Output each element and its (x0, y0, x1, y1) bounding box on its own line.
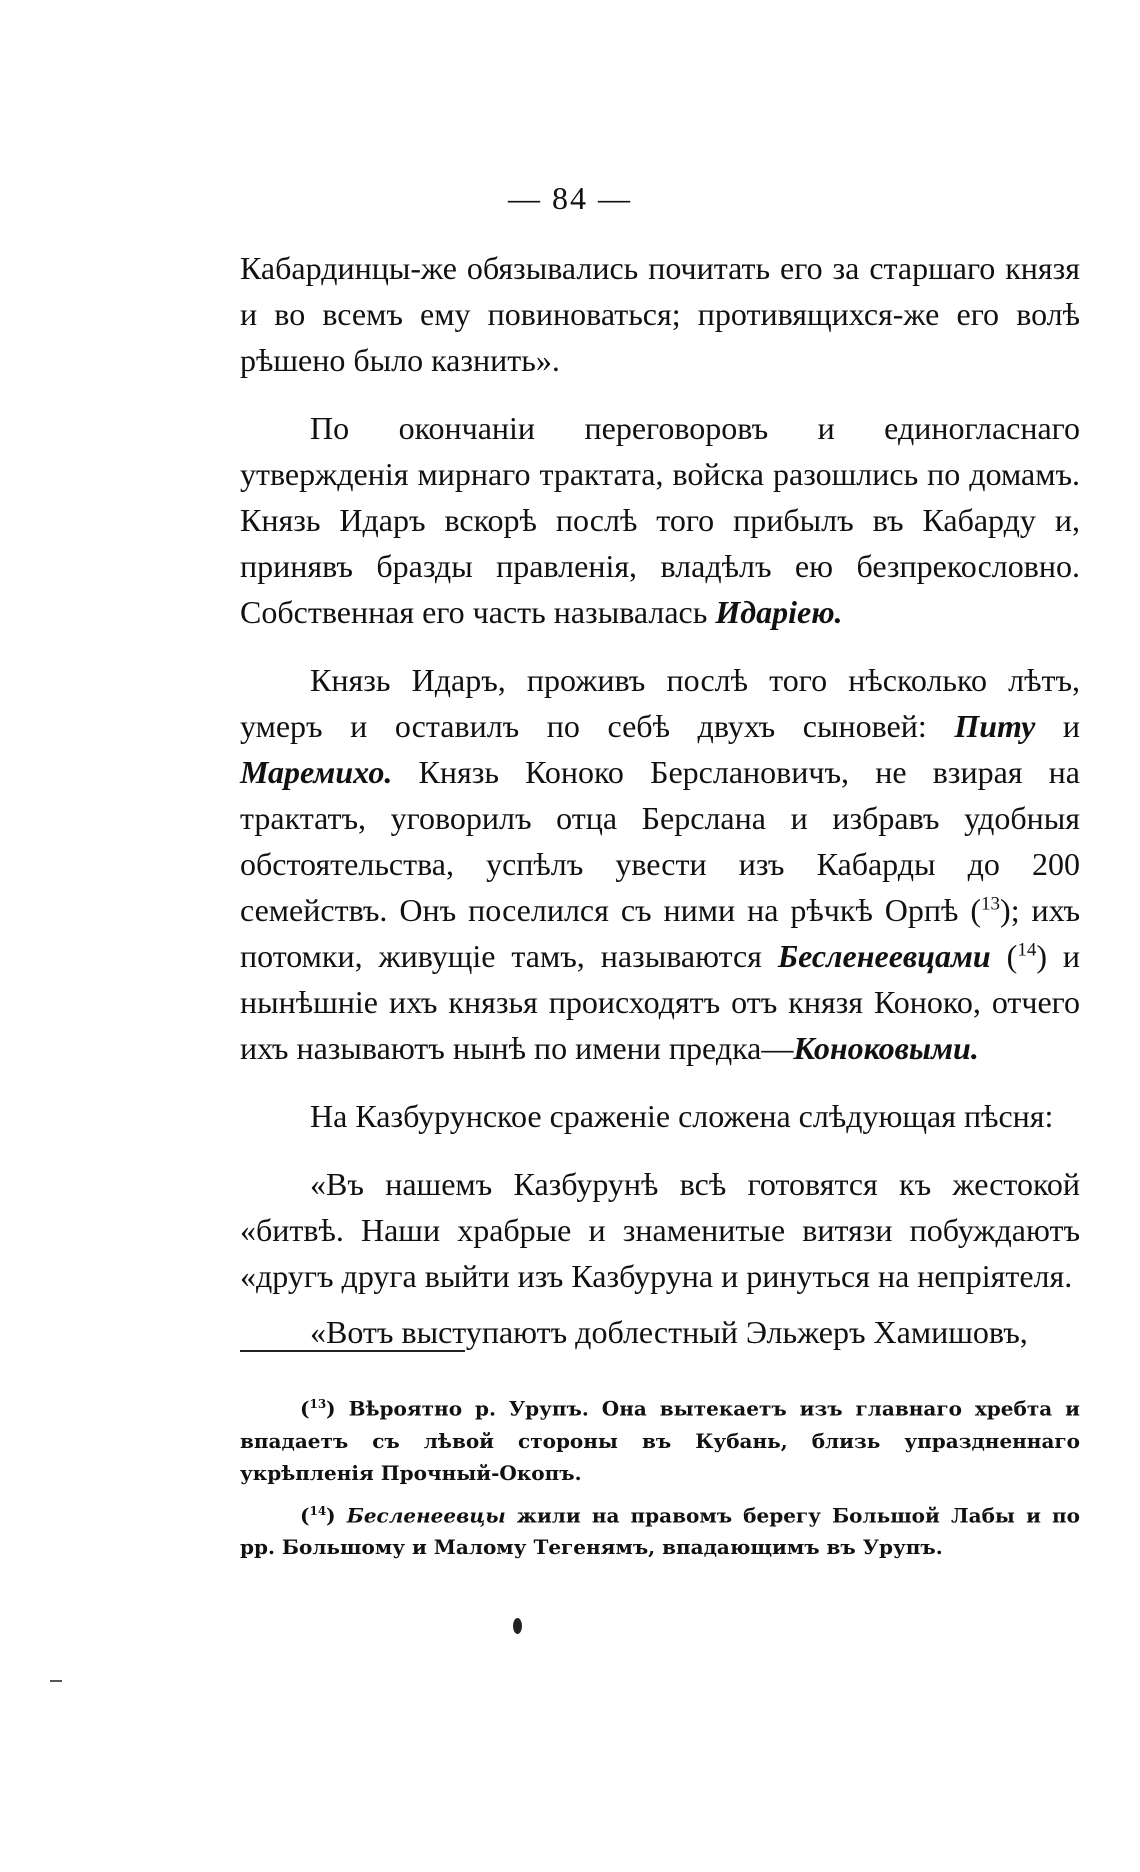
paragraph-text: и (1035, 708, 1081, 744)
emphasis-besleneevtsy: Бесленеевцами (777, 938, 991, 974)
paragraph-text: Князь Идаръ, проживъ послѣ того нѣсколько лѣтъ, умеръ и оставилъ по себѣ двухъ сыновей: (240, 662, 1080, 744)
footnote-14: ($^{14}$) Бесленеевцы жили на правомъ берегу Большой Лабы и по рр. Большому и Малому Тегенямъ, впадающимъ въ Урупъ. (240, 1503, 1080, 1560)
page-number: — 84 — (508, 180, 632, 216)
emphasis-maremikho: Маремихо. (240, 754, 393, 790)
song-stanza-1: «Въ нашемъ Казбурунѣ всѣ готовятся къ жестокой «битвѣ. Наши храбрые и знаменитые витязи побуждаютъ «другъ друга выйти изъ Казбуруна и ринуться на непріятеля. (240, 1166, 1080, 1294)
emphasis-idariya: Идаріею. (715, 594, 843, 630)
footnote-mark-14: 14 (309, 1503, 327, 1518)
footnote-text: Вѣроятно р. Урупъ. Она вытекаетъ изъ главнаго хребта и впадаетъ съ лѣвой стороны въ Кубань, близь упраздненнаго укрѣпленія Прочный-Окопъ. (240, 1396, 1080, 1485)
paragraph-text: ( (990, 938, 1018, 974)
paragraph-text: По окончаніи переговоровъ и единогласнаго утвержденія мирнаго трактата, войска разошлись по домамъ. Князь Идаръ вскорѣ послѣ того прибылъ въ Кабарду и, принявъ бразды правленія, владѣлъ ею безпрекословно. Собственная его часть называлась (240, 410, 1080, 630)
paragraph-treaty (240, 405, 1080, 635)
footnote-ref-13[interactable]: 13 (981, 893, 1001, 915)
footnote-emphasis: Бесленеевцы (346, 1503, 506, 1528)
footnote-13: ($^{13}$) Вѣроятно р. Урупъ. Она вытекаетъ изъ главнаго хребта и впадаетъ съ лѣвой стороны въ Кубань, близь упраздненнаго укрѣпленія Прочный-Окопъ. (240, 1396, 1080, 1485)
ink-mark (513, 1618, 522, 1634)
footnote-separator (240, 1350, 465, 1352)
footnote-text: жили на правомъ берегу Большой Лабы и по рр. Большому и Малому Тегенямъ, впадающимъ въ Урупъ. (240, 1503, 1080, 1560)
margin-tick (50, 1680, 62, 1682)
paragraph-continued: Кабардинцы-же обязывались почитать его за старшаго князя и во всемъ ему повиноваться; противящихся-же его волѣ рѣшено было казнить». (240, 250, 1080, 378)
footnote-ref-14[interactable]: 14 (1017, 939, 1037, 961)
paragraph-text: ); ихъ потомки, живущіе тамъ, называются (240, 892, 1081, 974)
footnotes (240, 1388, 1080, 1569)
paragraph-text: Князь Коноко Берслановичъ, не взирая на трактатъ, уговорилъ отца Берслана и избравъ удобныя обстоятельства, успѣлъ увести изъ Кабарды до 200 семействъ. Онъ поселился съ ними на рѣчкѣ Орпѣ ( (240, 754, 1080, 928)
paragraph-text: ) и нынѣшніе ихъ князья происходятъ отъ князя Коноко, отчего ихъ называютъ нынѣ по имени предка— (240, 938, 1081, 1066)
paragraph-song-intro: На Казбурунское сраженіе сложена слѣдующая пѣсня: (310, 1098, 1054, 1134)
song-stanza-2: «Вотъ выступаютъ доблестный Эльжеръ Хамишовъ, (310, 1314, 1028, 1350)
emphasis-konokovy: Коноковыми. (793, 1030, 979, 1066)
paragraph-idar-sons (240, 657, 1080, 1071)
emphasis-pita: Питу (954, 708, 1036, 744)
main-text (240, 245, 1080, 1365)
footnote-mark-13: 13 (309, 1397, 327, 1411)
